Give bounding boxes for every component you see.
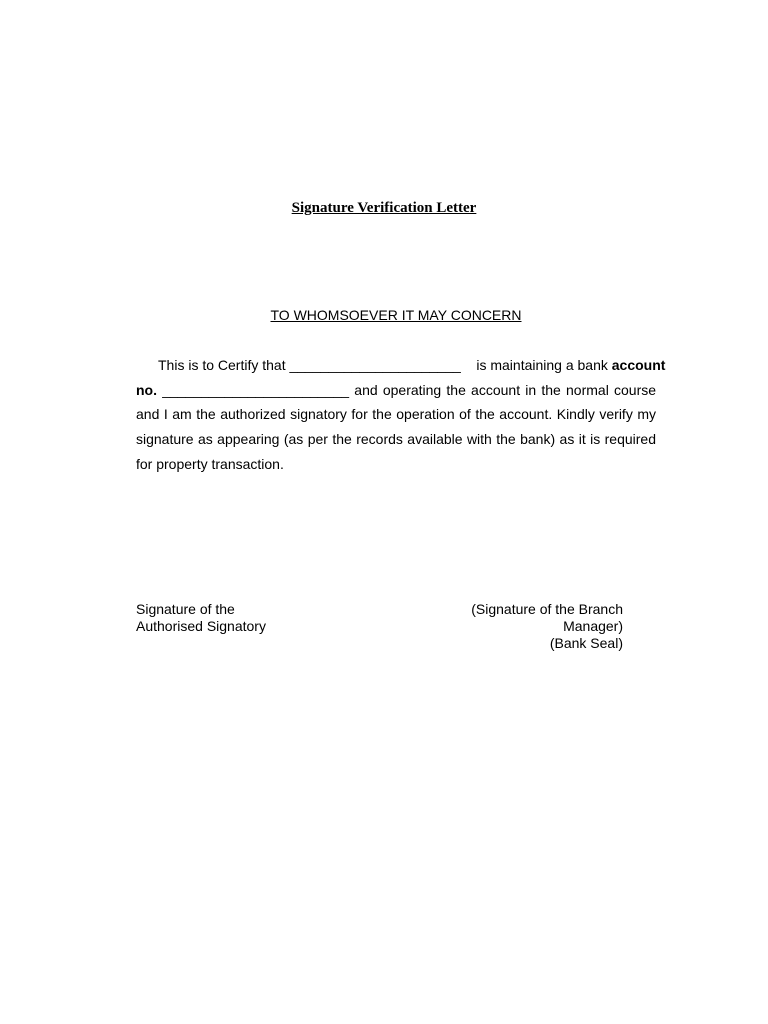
body-line-5: for property transaction. [136,455,284,472]
maintaining-text: is maintaining a bank [476,357,608,373]
operating-text: and operating the account in the normal course [354,381,657,398]
account-number-blank: ________________________ [162,381,350,398]
certify-text: This is to Certify that [158,357,286,373]
no-label: no. [136,381,157,398]
letter-title: Signature Verification Letter [291,200,477,216]
salutation: TO WHOMSOEVER IT MAY CONCERN [270,307,522,323]
signatory-label-line-2: Authorised Signatory [136,618,266,634]
authorised-signatory-block [136,601,266,635]
letter-body [136,353,666,477]
account-label: account [611,357,666,373]
signatory-label-line-1: Signature of the [136,601,235,617]
body-line-2 [136,378,656,403]
name-blank: ______________________ [289,357,461,373]
branch-manager-signature: (Signature of the Branch Manager) [471,601,623,634]
body-line-4: signature as appearing (as per the records available with the bank) as it is required [136,431,656,448]
bank-seal-label: (Bank Seal) [549,635,623,651]
body-line-3: and I am the authorized signatory for the operation of the account. Kindly verify my [136,406,656,423]
body-line-1 [136,353,666,378]
